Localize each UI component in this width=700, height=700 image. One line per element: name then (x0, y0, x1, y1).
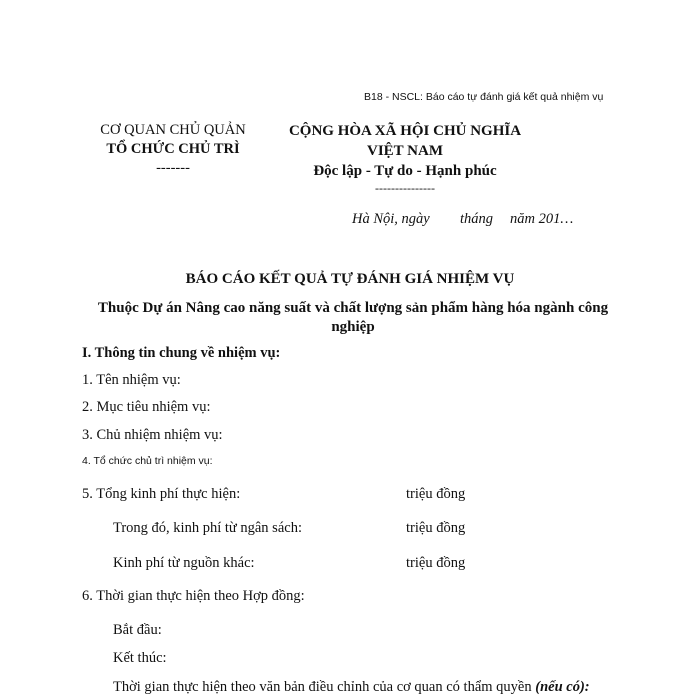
host-org-label: 4. Tổ chức chủ trì nhiệm vụ: (82, 455, 213, 467)
form-code: B18 - NSCL: Báo cáo tự đánh giá kết quả nhiệm vụ (364, 91, 604, 103)
national-motto: Độc lập - Tự do - Hạnh phúc (313, 163, 497, 179)
national-title: CỘNG HÒA XÃ HỘI CHỦ NGHĨA VIỆT NAM (288, 123, 522, 159)
adjusted-duration-note: (nếu có): (535, 679, 590, 695)
state-budget-label: Trong đó, kinh phí từ ngân sách: (113, 520, 302, 536)
task-leader-label: 3. Chủ nhiệm nhiệm vụ: (82, 427, 223, 443)
date-place: Hà Nội, ngày (352, 211, 430, 227)
other-budget-unit: triệu đồng (406, 555, 466, 571)
header-left (78, 121, 268, 178)
date-month: tháng (460, 211, 494, 227)
state-budget-unit: triệu đồng (406, 520, 466, 536)
task-objective-label: 2. Mục tiêu nhiệm vụ: (82, 399, 211, 415)
header-right-dash: --------------- (375, 181, 435, 195)
report-subtitle: Thuộc Dự án Nâng cao năng suất và chất lượng sản phẩm hàng hóa ngành công nghiệp (97, 300, 609, 335)
header-left-dash: ------- (156, 160, 190, 176)
host-organization: TỔ CHỨC CHỦ TRÌ (106, 141, 240, 157)
governing-agency: CƠ QUAN CHỦ QUẢN (100, 122, 246, 138)
header-right (270, 121, 540, 195)
section1-heading: I. Thông tin chung về nhiệm vụ: (82, 345, 281, 361)
start-label: Bắt đầu: (113, 622, 162, 638)
task-name-label: 1. Tên nhiệm vụ: (82, 372, 181, 388)
total-budget-label: 5. Tổng kinh phí thực hiện: (82, 486, 241, 502)
total-budget-unit: triệu đồng (406, 486, 466, 502)
report-title: BÁO CÁO KẾT QUẢ TỰ ĐÁNH GIÁ NHIỆM VỤ (185, 271, 515, 287)
contract-duration-label: 6. Thời gian thực hiện theo Hợp đồng: (82, 588, 305, 604)
end-label: Kết thúc: (113, 650, 167, 666)
adjusted-duration-label: Thời gian thực hiện theo văn bản điều chỉnh của cơ quan có thẩm quyền (113, 679, 532, 695)
adjusted-duration-line (113, 679, 590, 696)
other-budget-label: Kinh phí từ nguồn khác: (113, 555, 255, 571)
date-year: năm 201… (510, 211, 574, 227)
